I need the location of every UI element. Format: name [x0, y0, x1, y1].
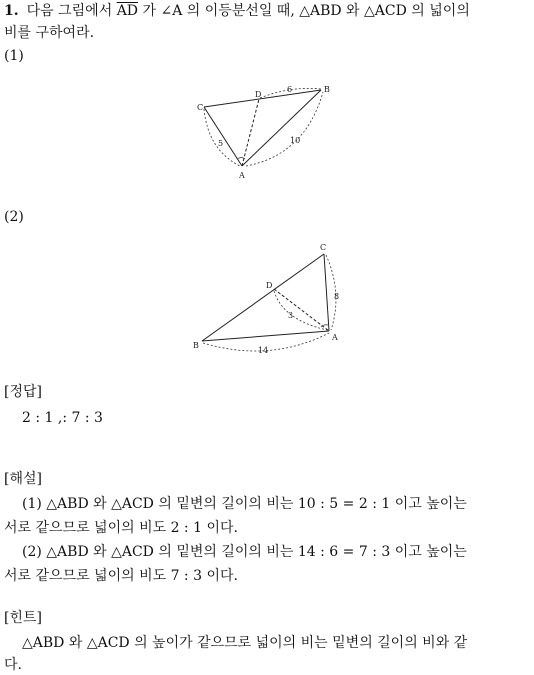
explanation-heading: [해설]: [4, 471, 42, 487]
fig1-measure-left: 5: [218, 139, 224, 148]
fig2-label-c: C: [320, 243, 327, 252]
fig1-label-a: A: [239, 171, 245, 180]
hint-line2: 다.: [4, 657, 22, 673]
part1-label: (1): [4, 48, 24, 64]
figure-1-svg: [190, 80, 340, 190]
figure-2: [185, 238, 360, 364]
question-text-post: 가 ∠A 의 이등분선일 때, △ABD 와 △ACD 의 넓이의: [142, 3, 470, 19]
fig2-side-ca: [324, 254, 329, 331]
explanation-p2-line1: (2) △ABD 와 △ACD 의 밑변의 길이의 비는 14 : 6 = 7 : 3 이고 높이는: [22, 544, 467, 560]
question-line-2: 비를 구하여라.: [4, 25, 95, 41]
fig1-side-cb: [204, 90, 321, 107]
hint-line1: △ABD 와 △ACD 의 높이가 같으므로 넓이의 비는 밑변의 길이의 비와 같: [22, 635, 468, 651]
fig2-label-d: D: [266, 281, 273, 290]
explanation-p1-line1: (1) △ABD 와 △ACD 의 밑변의 길이의 비는 10 : 5 = 2 : 1 이고 높이는: [22, 496, 467, 512]
explanation-p2-line2: 서로 같으므로 넓이의 비도 7 : 3 이다.: [4, 568, 238, 584]
segment-ad: $\overline{AD}$: [116, 3, 139, 19]
question-number: 1.: [4, 3, 19, 19]
fig2-label-b: B: [193, 341, 199, 350]
fig1-label-d: D: [255, 90, 262, 99]
question-line-1: [4, 2, 470, 20]
fig1-label-b: B: [324, 85, 330, 94]
answer-text: 2 : 1 ,: 7 : 3: [22, 410, 103, 426]
fig1-arc-left: [204, 109, 240, 166]
fig2-measure-bottom: 14: [258, 346, 269, 355]
figure-1: [190, 80, 340, 194]
answer-heading: [정답]: [4, 384, 42, 400]
fig2-side-bc: [202, 254, 324, 341]
hint-heading: [힌트]: [4, 610, 42, 626]
fig1-measure-top: 6: [287, 85, 293, 94]
fig2-measure-right: 8: [334, 292, 340, 301]
fig2-side-ba: [202, 331, 329, 341]
fig1-label-c: C: [197, 103, 204, 112]
fig1-measure-right: 10: [290, 136, 301, 145]
fig2-measure-inner: 3: [288, 311, 294, 320]
fig2-arc-inner: [274, 291, 327, 330]
fig2-label-a: A: [332, 333, 338, 342]
fig1-arc-right: [246, 92, 323, 166]
part2-label: (2): [4, 209, 24, 225]
question-text-pre: 다음 그림에서: [26, 3, 113, 19]
fig1-bisector-ad: [242, 99, 259, 166]
fig1-side-ab: [242, 90, 321, 166]
fig2-bisector-ad: [274, 289, 329, 331]
figure-2-svg: [185, 238, 360, 360]
fig1-side-ca: [204, 107, 242, 166]
explanation-p1-line2: 서로 같으므로 넓이의 비도 2 : 1 이다.: [4, 520, 238, 536]
